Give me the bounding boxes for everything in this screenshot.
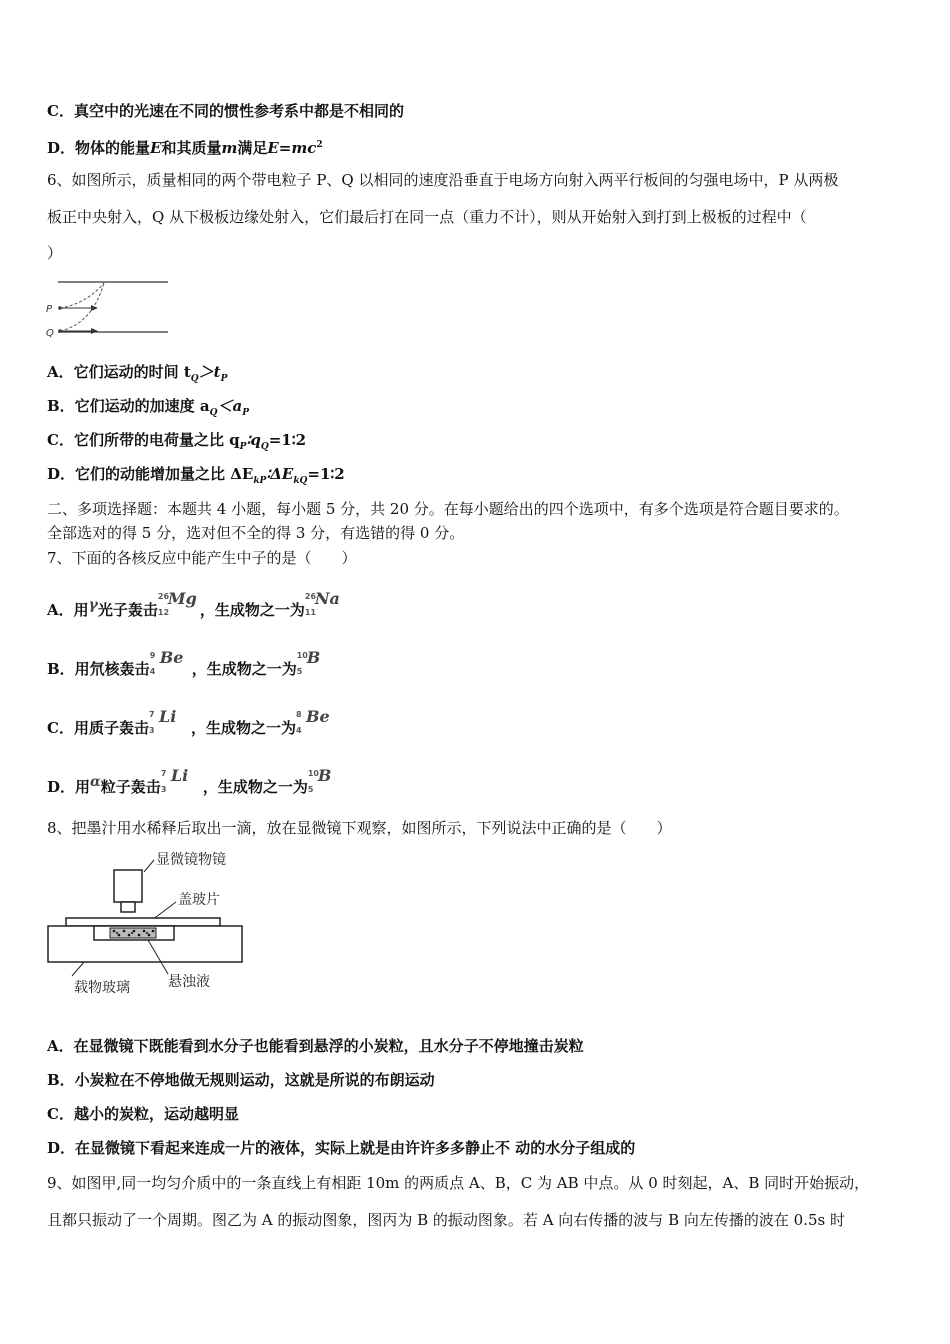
q9-stem-line2: 且都只振动了一个周期。图乙为 A 的振动图象，图丙为 B 的振动图象。若 A 向右传播的波与 B 向左传播的波在 0.5s 时: [47, 1211, 845, 1229]
nuclide-be: 9 4 Be: [149, 648, 184, 676]
q5-option-c: C．真空中的光速在不同的惯性参考系中都是不相同的: [47, 102, 404, 120]
section2-heading-line2: 全部选对的得 5 分，选对但不全的得 3 分，有选错的得 0 分。: [47, 524, 465, 542]
q6-option-d: D．它们的动能增加量之比 $\Delta E_{kP}∶\Delta E_{kQ}=1∶2$: [47, 465, 345, 486]
q7-option-b: B．用氘核轰击 9 4 Be ，生成物之一为 10 5 B: [47, 654, 339, 679]
section2-heading-line1: 二、多项选择题：本题共 4 小题，每小题 5 分，共 20 分。在每小题给出的四个选项中，有多个选项是符合题目要求的。: [47, 500, 849, 518]
q8-option-c: C．越小的炭粒，运动越明显: [47, 1105, 239, 1123]
q6-option-b: B．它们运动的加速度 $a_Q<a_P$: [47, 397, 249, 418]
nuclide-li: 7 3 Li: [148, 707, 177, 735]
q7-stem: 7、下面的各核反应中能产生中子的是（ ）: [47, 549, 357, 567]
nuclide-be8: 8 4 Be: [295, 707, 330, 735]
q6-figure-parallel-plates: [44, 276, 174, 340]
q7-option-c: C．用质子轰击 7 3 Li ，生成物之一为 8 4 Be: [47, 713, 338, 738]
q7-option-a: A．用γ光子轰击 26 12 Mg ，生成物之一为 26 11 Na: [47, 595, 347, 621]
q6-stem-line2: 板正中央射入，Q 从下极板边缘处射入，它们最后打在同一点（重力不计），则从开始射入到打到上极板的过程中（: [47, 208, 807, 226]
q8-stem: 8、把墨汁用水稀释后取出一滴，放在显微镜下观察，如图所示，下列说法中正确的是（ ）: [47, 819, 672, 837]
q8-option-d: D．在显微镜下看起来连成一片的液体，实际上就是由许许多多静止不 动的水分子组成的: [47, 1139, 636, 1157]
q6-stem-line1: 6、如图所示，质量相同的两个带电粒子 P、Q 以相同的速度沿垂直于电场方向射入两平行板间的匀强电场中，P 从两极: [47, 171, 839, 189]
q6-option-c: C．它们所带的电荷量之比 $q_P∶q_Q=1∶2$: [47, 431, 307, 452]
nuclide-na: 26 11 Na: [304, 589, 340, 617]
label-slide: 载物玻璃: [74, 980, 130, 996]
label-q: Q: [46, 328, 54, 339]
q8-option-b: B．小炭粒在不停地做无规则运动，这就是所说的布朗运动: [47, 1071, 435, 1089]
nuclide-li7: 7 3 Li: [160, 766, 189, 794]
label-liquid: 悬浊液: [168, 974, 210, 990]
label-p: P: [46, 304, 53, 315]
q6-stem-line3: ）: [47, 244, 63, 262]
q7-option-d: D．用α粒子轰击 7 3 Li ，生成物之一为 10 5 B: [47, 772, 350, 798]
label-objective: 显微镜物镜: [156, 852, 226, 868]
q8-figure-microscope: [44, 846, 244, 1002]
label-cover: 盖玻片: [178, 892, 220, 908]
nuclide-b10: 10 5 B: [307, 766, 332, 794]
q5-option-d: D．物体的能量E和其质量m满足$E=mc^2$: [47, 139, 323, 157]
nuclide-mg: 26 12 Mg: [157, 589, 197, 617]
nuclide-b: 10 5 B: [296, 648, 321, 676]
q8-option-a: A．在显微镜下既能看到水分子也能看到悬浮的小炭粒，且水分子不停地撞击炭粒: [47, 1037, 584, 1055]
q9-stem-line1: 9、如图甲,同一均匀介质中的一条直线上有相距 10m 的两质点 A、B，C 为 AB 中点。从 0 时刻起，A、B 同时开始振动，: [47, 1174, 870, 1192]
q6-option-a: A．它们运动的时间 $t_Q>t_P$: [47, 363, 228, 384]
